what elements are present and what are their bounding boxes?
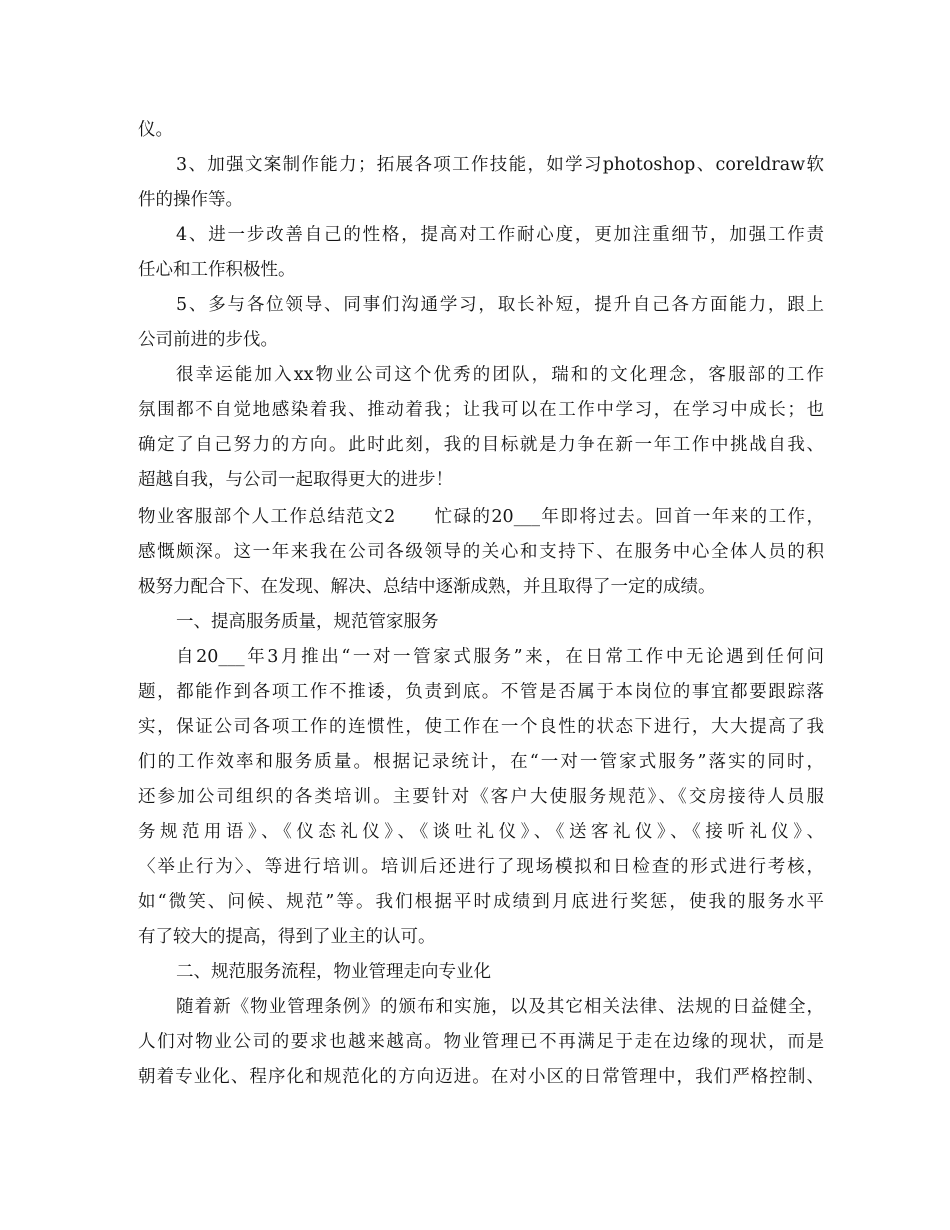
paragraph-line: 〈举止行为〉、等进行培训。培训后还进行了现场模拟和日检查的形式进行考核， <box>138 857 824 877</box>
paragraph-line: 5、多与各位领导、同事们沟通学习，取长补短，提升自己各方面能力，跟上 <box>176 295 824 315</box>
paragraph-line: 朝着专业化、程序化和规范化的方向迈进。在对小区的日常管理中，我们严格控制、 <box>138 1067 824 1087</box>
paragraph-line: 件的操作等。 <box>138 190 243 210</box>
section-heading: 一、提高服务质量，规范管家服务 <box>176 612 439 632</box>
paragraph-line: 随着新《物业管理条例》的颁布和实施，以及其它相关法律、法规的日益健全， <box>176 997 824 1017</box>
paragraph-line: 如“微笑、问候、规范”等。我们根据平时成绩到月底进行奖惩，使我的服务水平 <box>138 892 824 912</box>
paragraph-line: 4、进一步改善自己的性格，提高对工作耐心度，更加注重细节，加强工作责 <box>176 225 824 245</box>
paragraph-line: 极努力配合下、在发现、解决、总结中逐渐成熟，并且取得了一定的成绩。 <box>138 577 716 597</box>
paragraph-line: 仪。 <box>138 120 173 140</box>
paragraph-line: 实，保证公司各项工作的连惯性，使工作在一个良性的状态下进行，大大提高了我 <box>138 717 824 737</box>
paragraph-line: 还参加公司组织的各类培训。主要针对《客户大使服务规范》、《交房接待人员服 <box>138 787 824 807</box>
section-heading-line: 物业客服部个人工作总结范文2 忙碌的20___年即将过去。回首一年来的工作， <box>138 507 824 527</box>
paragraph-line: 公司前进的步伐。 <box>138 330 278 350</box>
paragraph-line: 任心和工作积极性。 <box>138 260 296 280</box>
paragraph-line: 务规范用语》、《仪态礼仪》、《谈吐礼仪》、《送客礼仪》、《接听礼仪》、 <box>138 822 824 842</box>
paragraph-line: 氛围都不自觉地感染着我、推动着我；让我可以在工作中学习，在学习中成长；也 <box>138 400 824 420</box>
paragraph-line: 很幸运能加入xx物业公司这个优秀的团队，瑞和的文化理念，客服部的工作 <box>176 365 824 385</box>
paragraph-line: 感慨颇深。这一年来我在公司各级领导的关心和支持下、在服务中心全体人员的积 <box>138 542 824 562</box>
paragraph-line: 超越自我，与公司一起取得更大的进步！ <box>138 470 453 490</box>
paragraph-line: 自20___年3月推出“一对一管家式服务”来，在日常工作中无论遇到任何问 <box>176 647 824 667</box>
paragraph-line: 题，都能作到各项工作不推诿，负责到底。不管是否属于本岗位的事宜都要跟踪落 <box>138 682 824 702</box>
paragraph-line: 有了较大的提高，得到了业主的认可。 <box>138 927 436 947</box>
paragraph-line: 们的工作效率和服务质量。根据记录统计，在“一对一管家式服务”落实的同时， <box>138 752 824 772</box>
paragraph-line: 3、加强文案制作能力；拓展各项工作技能，如学习photoshop、coreldraw软 <box>176 155 824 175</box>
section-heading: 二、规范服务流程，物业管理走向专业化 <box>176 962 491 982</box>
paragraph-line: 人们对物业公司的要求也越来越高。物业管理已不再满足于走在边缘的现状，而是 <box>138 1032 824 1052</box>
paragraph-line: 确定了自己努力的方向。此时此刻，我的目标就是力争在新一年工作中挑战自我、 <box>138 435 824 455</box>
